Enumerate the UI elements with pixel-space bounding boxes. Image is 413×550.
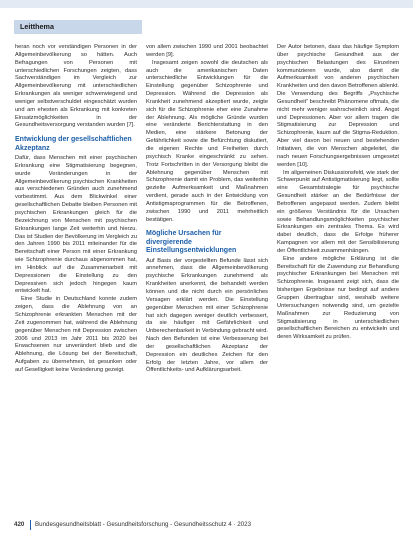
body-paragraph: Auf Basis der vorgestellten Befunde lässt sich annehmen, dass die Allgemeinbevölkerung psychische Erkrankungen zunehmend als Krankheiten anerkennt, die behandelt werden können und die nicht durch ein persönliches Versagen erklärt werden. Die Einstellung gegenüber Menschen mit einer Schizophrenie hat sich dagegen weniger deutlich verbessert, da sie häufiger mit Gefährlichkeit und Unberechenbarkeit in Verbindung gebracht wird. Nach den Befunden ist eine Verbesserung bei der gesellschaftlichen Akzeptanz der Depression ein deutliches Zeichen für den Erfolg der letzten Jahre, vor allem der Öffentlichkeits- und Aufklärungsarbeit. [146,257,268,374]
text-column-1 [15,44,137,512]
body-paragraph: Eine andere mögliche Erklärung ist die Bereitschaft für die Zuwendung zur Behandlung psychischer Erkrankungen bei Menschen mit Schizophrenie. Insgesamt zeigt sich, dass die bisherigen Ergebnisse nur bedingt auf andere Gruppen übertragbar sind, weshalb weitere Untersuchungen notwendig sind, um gezielte Maßnahmen zur Reduzierung von Stigmatisierung in unterschiedlichen gesellschaftlichen Bereichen zu entwickeln und deren Wirksamkeit zu prüfen. [277,255,399,341]
footer-divider [30,520,31,530]
body-paragraph: von allem zwischen 1990 und 2001 beobachtet werden [9]. [146,44,268,58]
section-heading: Mögliche Ursachen für divergierende Einstellungsentwicklungen [146,230,237,255]
body-paragraph: Im allgemeinen Diskussionsfeld, wie stark der Schwerpunkt auf Antistigmatisierung liegt, sollte eine Gesamtstrategie für psychische Gesundheit stärker an die Bedürfnisse der Betroffenen angepasst werden. Zudem bleibt ein größeres Verständnis für die Ursachen sowie Behandlungsmöglichkeiten psychischer Erkrankungen ein zentrales Thema. Es wird dabei deutlich, dass die Erfolge früherer Kampagnen vor allem mit der Sensibilisierung der Öffentlichkeit zusammenhängen. [277,169,399,254]
page-number: 420 [14,521,25,528]
header-band [0,0,413,8]
body-paragraph: heran noch vor verständigen Personen in der Allgemeinbevölkerung so hätten. Auch Befragungen von Personen mit unterschiedlichen Forschungen zeigten, dass Sachverständigen im Vergleich zur Allgemeinbevölkerung mit unterschiedlichen Erkrankungen als weniger schwerwiegend und weniger selbstverschuldet eingeschätzt wurden und am ehesten als Erkrankung mit konkreten Einsatzmöglichkeiten in der Gesundheitsversorgung verstanden wurden [7]. [15,44,137,129]
text-column-2 [146,44,268,512]
body-paragraph: Dafür, dass Menschen mit einer psychischen Erkrankung eine Stigmatisierung begegnen, wurde Veränderungen in der Allgemeinbevölkerung psychischen Krankheiten aus verschiedenen Gründen auch zunehmend vorbestimmt. Aus dem Blickwinkel einer gesellschaftlichen Debatte bleiben Personen mit psychischen Erkrankungen gleich für die Bezeichnung von Menschen mit psychischen Erkrankungen lange Zeit weiterhin und hierzu. Das ist Studien der Bevölkerung im Vergleich zu den Jahren 1990 bis 2011 miteinander für die Bereitschaft einer Person mit einer Erkrankung wie Schizophrenie durchaus abgenommen hat, im Hinblick auf die Zusammenarbeit mit Depressionen die Einstellung zu den Depressiven sich jedoch hingegen kaum entwickelt hat. [15,155,137,295]
text-column-3 [277,44,399,512]
page-footer [14,519,399,531]
body-paragraph: Eine Studie in Deutschland konnte zudem zeigen, dass die Ablehnung von an Schizophrenie erkrankten Menschen mit der Zeit zugenommen hat, während die Ablehnung gegenüber Menschen mit Depression zwischen 2006 und 2013 im Jahr 2011 bis 2020 bei Erwachsenen nur unverändert blieb und die Ablehnung, die Lösung bei der Bereitschaft, Aufgaben zu übernehmen, ist gesunken oder auf Geselligkeit keine Veränderung gezeigt. [15,296,137,373]
section-tag: Leitthema [14,20,142,34]
body-paragraph: Insgesamt zeigen sowohl die deutschen als auch die amerikanischen Daten unterschiedliche Entwicklungen für die Einstellung gegenüber Schizophrenie und Depression. Während die Depression als Krankheit zunehmend akzeptiert wurde, zeigte sich für die Schizophrenie eher eine Zunahme der Ablehnung. Als mögliche Gründe wurden eine veränderte Berichterstattung in den Medien, eine stärkere Betonung der Gefährlichkeit sowie die Befürchtung diskutiert, die eigenen Rechte und Freiheiten durch psychisch Kranke eingeschränkt zu sehen. Trotz Fortschritten in der Versorgung bleibt die Ablehnung gegenüber Menschen mit Schizophrenie damit ein Problem, das weiterhin gezielte Aufmerksamkeit und Maßnahmen verdient, gerade auch in der Entwicklung von Antistigmaprogrammen für die Betroffenen, zwischen 1990 und 2011 mehrheitlich bestätigen. [146,59,268,223]
section-heading: Entwicklung der gesellschaftlichen Akzeptanz [15,136,132,152]
journal-citation: Bundesgesundheitsblatt - Gesundheitsforschung - Gesundheitsschutz 4 · 2023 [35,521,252,528]
body-paragraph: Der Autor betonen, dass das häufige Symptom über psychische Gesundheit aus der psychischen Belastungen des Einzelnen kommunizieren wurde, also damit die Aufmerksamkeit von anderen psychischen Krankheiten und den davon Betroffenen ablenkt. Die Verwendung des Begriffs „Psychische Gesundheit“ beschreibt Phänomene oftmals, die nicht mehr weniger wahrscheinlich sind. Angst und Depressionen. Aber vor allem tragen die Stigmatisierung zur Depression und Schizophrenie, kaum auf die Stigma-Reduktion. Aber viel davon bei neuen und bestehenden Initiativen, die von Menschen abgeleitet, die nach neuen Forschungsergebnissen umgesetzt werden [10]. [277,44,399,168]
